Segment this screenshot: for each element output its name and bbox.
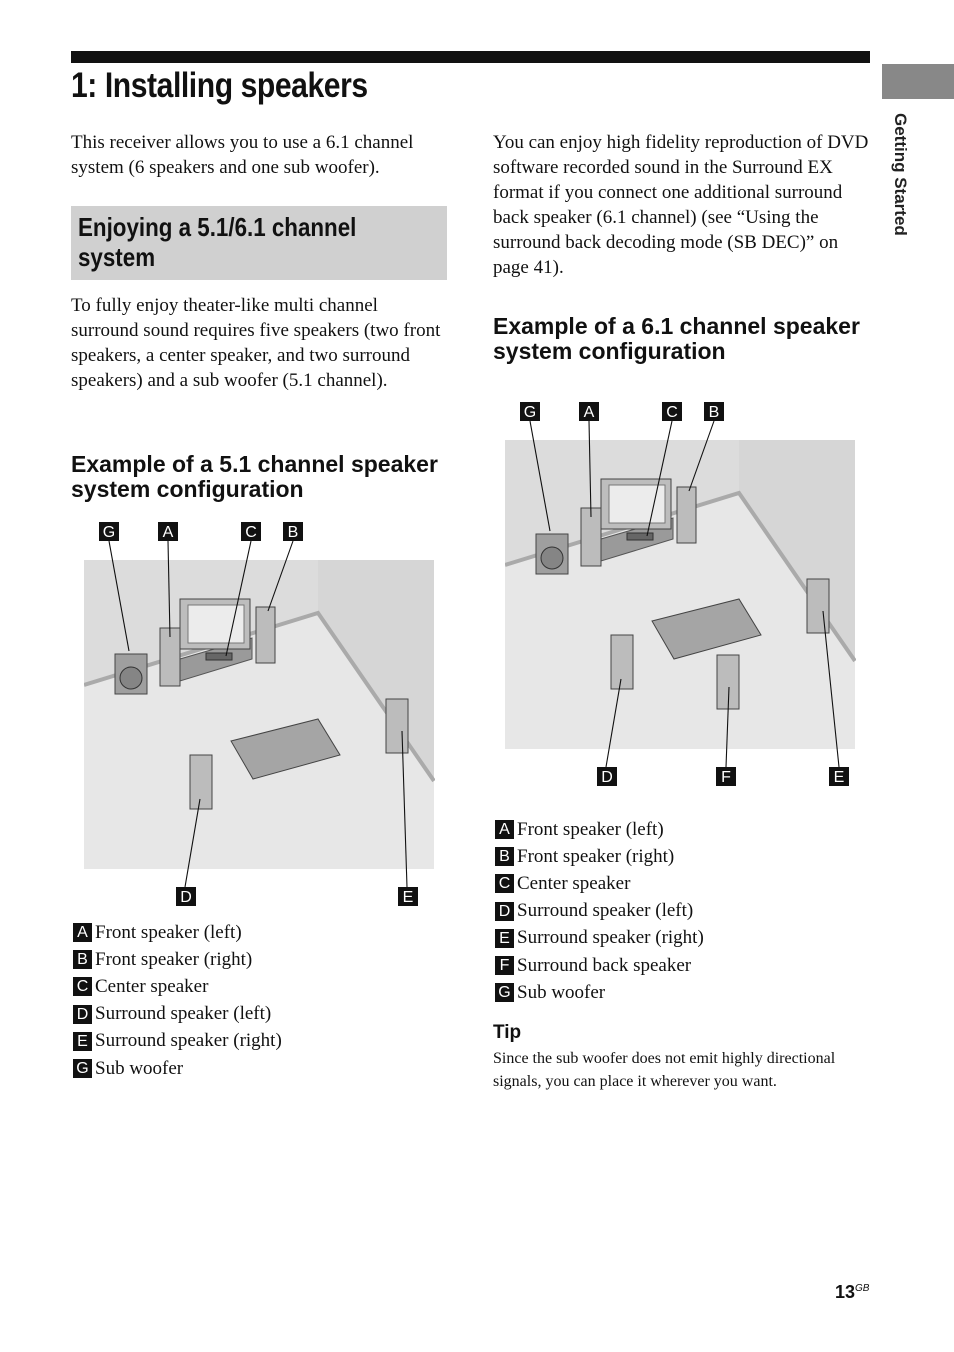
example-heading-5-1: Example of a 5.1 channel speaker system configuration	[71, 451, 438, 502]
legend-key: C	[495, 874, 514, 893]
diagram-label: B	[708, 404, 720, 421]
center-speaker	[627, 533, 653, 540]
legend-key: E	[73, 1032, 92, 1051]
speaker-diagram-5-1	[84, 519, 435, 911]
right-intro-paragraph: You can enjoy high fidelity reproduction of DVD software recorded sound in the Surround EX format if you connect one additional surround back speaker (6.1 channel) (see “Using the surround back decoding mode (SB DEC)” on page 41).	[493, 132, 869, 278]
surround-right-speaker	[386, 699, 408, 753]
legend-item	[495, 979, 704, 1006]
page-number	[835, 1282, 869, 1303]
legend-key: F	[495, 956, 514, 975]
legend-item	[73, 1028, 282, 1055]
legend-text: Front speaker (right)	[95, 948, 253, 970]
legend-item	[73, 919, 282, 946]
front-right-speaker	[256, 607, 275, 663]
intro-paragraph: This receiver allows you to use a 6.1 channel system (6 speakers and one sub woofer).	[71, 132, 414, 178]
legend-text: Sub woofer	[517, 981, 606, 1003]
legend-item	[495, 898, 704, 925]
legend-key: A	[73, 923, 92, 942]
diagram-label: E	[402, 889, 414, 906]
speaker-diagram-6-1	[505, 399, 856, 791]
legend-text: Surround speaker (right)	[517, 927, 704, 949]
example-heading-6-1: Example of a 6.1 channel speaker system configuration	[493, 313, 860, 364]
page-title: 1: Installing speakers	[71, 66, 368, 105]
section-heading: Enjoying a 5.1/6.1 channel system	[78, 212, 357, 272]
legend-key: G	[73, 1059, 92, 1078]
legend-text: Surround back speaker	[517, 954, 692, 976]
section-tab	[882, 64, 954, 99]
legend-text: Surround speaker (left)	[517, 900, 694, 922]
diagram-label: G	[523, 404, 537, 421]
body-paragraph: To fully enjoy theater-like multi channel surround sound requires five speakers (two front speakers, a center speaker, and two surround speakers) and a sub woofer (5.1 channel).	[71, 295, 441, 391]
legend-item	[73, 1001, 282, 1028]
legend-key: B	[73, 950, 92, 969]
legend-key: G	[495, 983, 514, 1002]
page-number-suffix: GB	[855, 1283, 870, 1294]
legend-key: E	[495, 929, 514, 948]
diagram-label: A	[583, 404, 595, 421]
legend-item	[73, 946, 282, 973]
front-right-speaker	[677, 487, 696, 543]
legend-text: Surround speaker (right)	[95, 1030, 282, 1052]
tip-text: Since the sub woofer does not emit highly directional signals, you can place it wherever you want.	[493, 1050, 836, 1090]
legend-item	[495, 925, 704, 952]
legend-item	[73, 1055, 282, 1082]
diagram-label: C	[666, 404, 678, 421]
legend-text: Center speaker	[517, 872, 631, 894]
legend-text: Center speaker	[95, 975, 209, 997]
legend-item	[495, 816, 704, 843]
legend-text: Sub woofer	[95, 1057, 184, 1079]
legend-key: D	[495, 902, 514, 921]
tip-heading: Tip	[493, 1022, 522, 1043]
top-rule	[71, 51, 870, 63]
legend-text: Front speaker (right)	[517, 845, 675, 867]
legend-text: Front speaker (left)	[95, 921, 242, 943]
legend-item	[73, 973, 282, 1000]
legend-key: A	[495, 820, 514, 839]
surround-right-speaker	[807, 579, 829, 633]
diagram-label: B	[287, 524, 299, 541]
diagram-label: D	[601, 769, 613, 786]
diagram-label: C	[245, 524, 257, 541]
legend-6-1	[495, 816, 704, 1006]
legend-item	[495, 843, 704, 870]
legend-5-1	[73, 919, 282, 1082]
surround-left-speaker	[611, 635, 633, 689]
diagram-label: F	[721, 769, 731, 786]
diagram-label: G	[102, 524, 116, 541]
page-number-value: 13	[835, 1282, 856, 1302]
legend-text: Front speaker (left)	[517, 818, 664, 840]
legend-text: Surround speaker (left)	[95, 1003, 272, 1025]
section-side-label: Getting Started	[891, 113, 910, 236]
legend-key: D	[73, 1005, 92, 1024]
legend-item	[495, 952, 704, 979]
center-speaker	[206, 653, 232, 660]
diagram-label: E	[833, 769, 845, 786]
diagram-label: A	[162, 524, 174, 541]
legend-item	[495, 870, 704, 897]
diagram-label: D	[180, 889, 192, 906]
legend-key: B	[495, 847, 514, 866]
surround-left-speaker	[190, 755, 212, 809]
legend-key: C	[73, 977, 92, 996]
